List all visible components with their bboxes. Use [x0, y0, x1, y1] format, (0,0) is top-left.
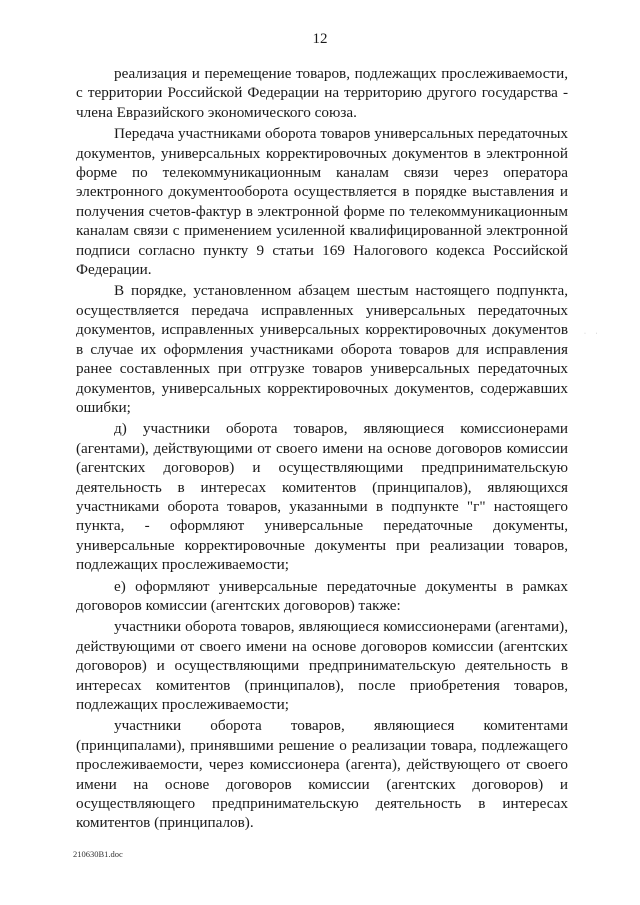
paragraph-item-e: е) оформляют универсальные передаточные документы в рамках договоров комиссии (агентских договоров) также: — [76, 577, 568, 614]
paragraph-corrected-docs: В порядке, установленном абзацем шестым настоящего подпункта, осуществляется передача исправленных универсальных передаточных документов, исправленных универсальных корректировочных документов в случае их оформления участниками оборота товаров для исправления ранее составленных при отгрузке товаров универсальных передаточных документов, универсальных корректировочных документов, содержавших ошибки; — [76, 282, 568, 416]
paragraph-item-d: д) участники оборота товаров, являющиеся комиссионерами (агентами), действующими от своего имени на основе договоров комиссии (агентских договоров) и осуществляющими предпринимательскую деятельность в интересах комитентов (принципалов), являющихся участниками оборота товаров, указанными в подпункте "г" настоящего пункта, - оформляют универсальные передаточные документы, универсальные корректировочные документы при реализации товаров, подлежащих прослеживаемости; — [76, 420, 568, 574]
footer-file-code: 210630B1.doc — [73, 849, 123, 859]
paragraph-principals: участники оборота товаров, являющиеся комитентами (принципалами), принявшими решение о реализации товара, подлежащего прослеживаемости, через комиссионера (агента), действующего от своего имени на основе договоров комиссии (агентских договоров) и осуществляющего предпринимательскую деятельность в интересах комитентов (принципалов). — [76, 717, 568, 832]
document-body — [76, 64, 568, 835]
paragraph-commissioners: участники оборота товаров, являющиеся комиссионерами (агентами), действующими от своего имени на основе договоров комиссии (агентских договоров) и осуществляющими предпринимательскую деятельность в интересах комитентов (принципалов), после приобретения товаров, подлежащих прослеживаемости; — [76, 618, 568, 713]
paragraph-transfer-upd: Передача участниками оборота товаров универсальных передаточных документов, универсальных корректировочных документов в электронной форме по телекоммуникационным каналам связи через оператора электронного документооборота осуществляется в порядке выставления и получения счетов-фактур в электронной форме по телекоммуникационным каналам связи с применением усиленной квалифицированной электронной подписи согласно пункту 9 статьи 169 Налогового кодекса Российской Федерации. — [76, 125, 568, 279]
paragraph-continuation: реализация и перемещение товаров, подлежащих прослеживаемости, с территории Российской Федерации на территорию другого государства - члена Евразийского экономического союза. — [76, 65, 568, 121]
scan-artifact: · · — [584, 331, 602, 337]
page-number: 12 — [312, 31, 328, 47]
